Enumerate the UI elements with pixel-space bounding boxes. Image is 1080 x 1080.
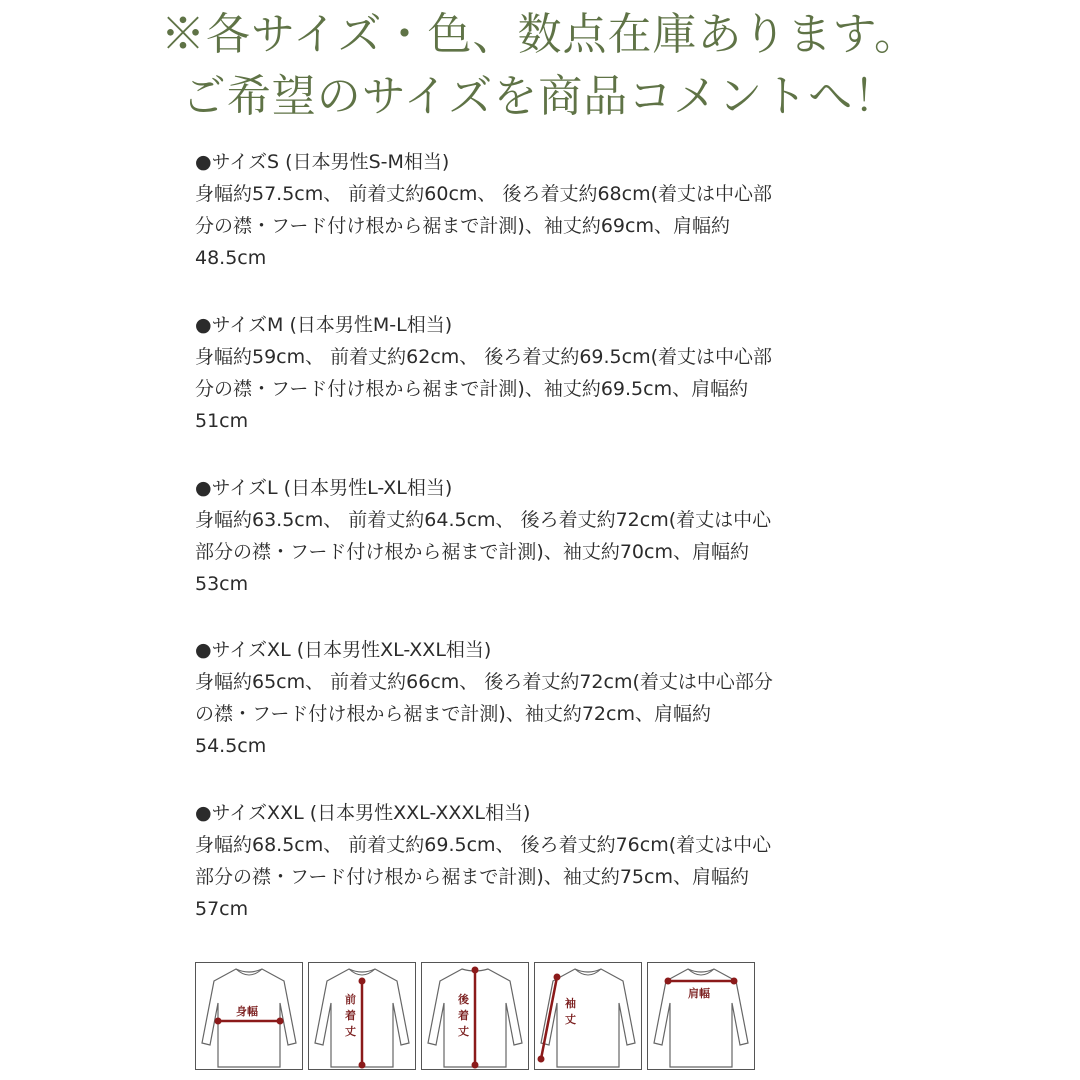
measurement-line: 身幅約63.5cm、 前着丈約64.5cm、 後ろ着丈約72cm(着丈は中心 (195, 509, 772, 531)
sleeve-length-diagram (534, 962, 642, 1070)
shoulder-width-diagram (647, 962, 755, 1070)
body-width-diagram (195, 962, 303, 1070)
measurement-line: 51cm (195, 410, 249, 432)
measurement-line: 分の襟・フード付け根から裾まで計測)、袖丈約69.5cm、肩幅約 (195, 378, 749, 400)
diagram-label: 袖 (565, 997, 576, 1010)
measurement-line: 身幅約68.5cm、 前着丈約69.5cm、 後ろ着丈約76cm(着丈は中心 (195, 834, 772, 856)
size-m-section (195, 309, 875, 437)
size-heading: ●サイズM (日本男性M-L相当) (195, 314, 453, 336)
diagram-label: 肩幅 (688, 987, 710, 1000)
diagram-label: 前 (345, 993, 356, 1006)
measurement-line: 57cm (195, 898, 249, 920)
size-measurements (195, 666, 875, 762)
size-s-section (195, 146, 875, 274)
request-notice-line: ご希望のサイズを商品コメントへ！ (181, 71, 899, 122)
size-heading: ●サイズXXL (日本男性XXL-XXXL相当) (195, 802, 531, 824)
measurement-line: の襟・フード付け根から裾まで計測)、袖丈約72cm、肩幅約 (195, 703, 711, 725)
size-xxl-section (195, 797, 875, 925)
diagram-label: 後 (458, 993, 469, 1006)
sweater-outline-icon (648, 963, 754, 1069)
size-heading: ●サイズL (日本男性L-XL相当) (195, 477, 453, 499)
measurement-line: 身幅約65cm、 前着丈約66cm、 後ろ着丈約72cm(着丈は中心部分 (195, 671, 773, 693)
stock-notice-line: ※各サイズ・色、数点在庫あります。 (161, 9, 919, 60)
size-measurements (195, 829, 875, 925)
sweater-outline-icon (535, 963, 641, 1069)
measurement-line: 分の襟・フード付け根から裾まで計測)、袖丈約69cm、肩幅約 (195, 215, 730, 237)
diagram-label: 身幅 (236, 1005, 258, 1018)
sweater-outline-icon (196, 963, 302, 1069)
diagram-label: 着 (458, 1009, 469, 1022)
diagram-label: 丈 (345, 1025, 356, 1038)
measurement-diagrams (195, 962, 795, 1072)
size-l-section (195, 472, 875, 600)
sweater-outline-icon (309, 963, 415, 1069)
size-heading: ●サイズS (日本男性S-M相当) (195, 151, 450, 173)
front-length-diagram (308, 962, 416, 1070)
back-length-diagram (421, 962, 529, 1070)
measurement-line: 身幅約59cm、 前着丈約62cm、 後ろ着丈約69.5cm(着丈は中心部 (195, 346, 773, 368)
size-xl-section (195, 634, 875, 762)
size-measurements (195, 178, 875, 274)
measurement-line: 54.5cm (195, 735, 267, 757)
size-heading: ●サイズXL (日本男性XL-XXL相当) (195, 639, 492, 661)
diagram-label: 着 (345, 1009, 356, 1022)
diagram-label: 丈 (565, 1013, 576, 1026)
measurement-line: 身幅約57.5cm、 前着丈約60cm、 後ろ着丈約68cm(着丈は中心部 (195, 183, 773, 205)
diagram-label: 丈 (458, 1025, 469, 1038)
measurement-line: 53cm (195, 573, 249, 595)
size-measurements (195, 504, 875, 600)
measurement-line: 部分の襟・フード付け根から裾まで計測)、袖丈約75cm、肩幅約 (195, 866, 749, 888)
measurement-line: 部分の襟・フード付け根から裾まで計測)、袖丈約70cm、肩幅約 (195, 541, 749, 563)
size-measurements (195, 341, 875, 437)
measurement-line: 48.5cm (195, 247, 267, 269)
sweater-outline-icon (422, 963, 528, 1069)
